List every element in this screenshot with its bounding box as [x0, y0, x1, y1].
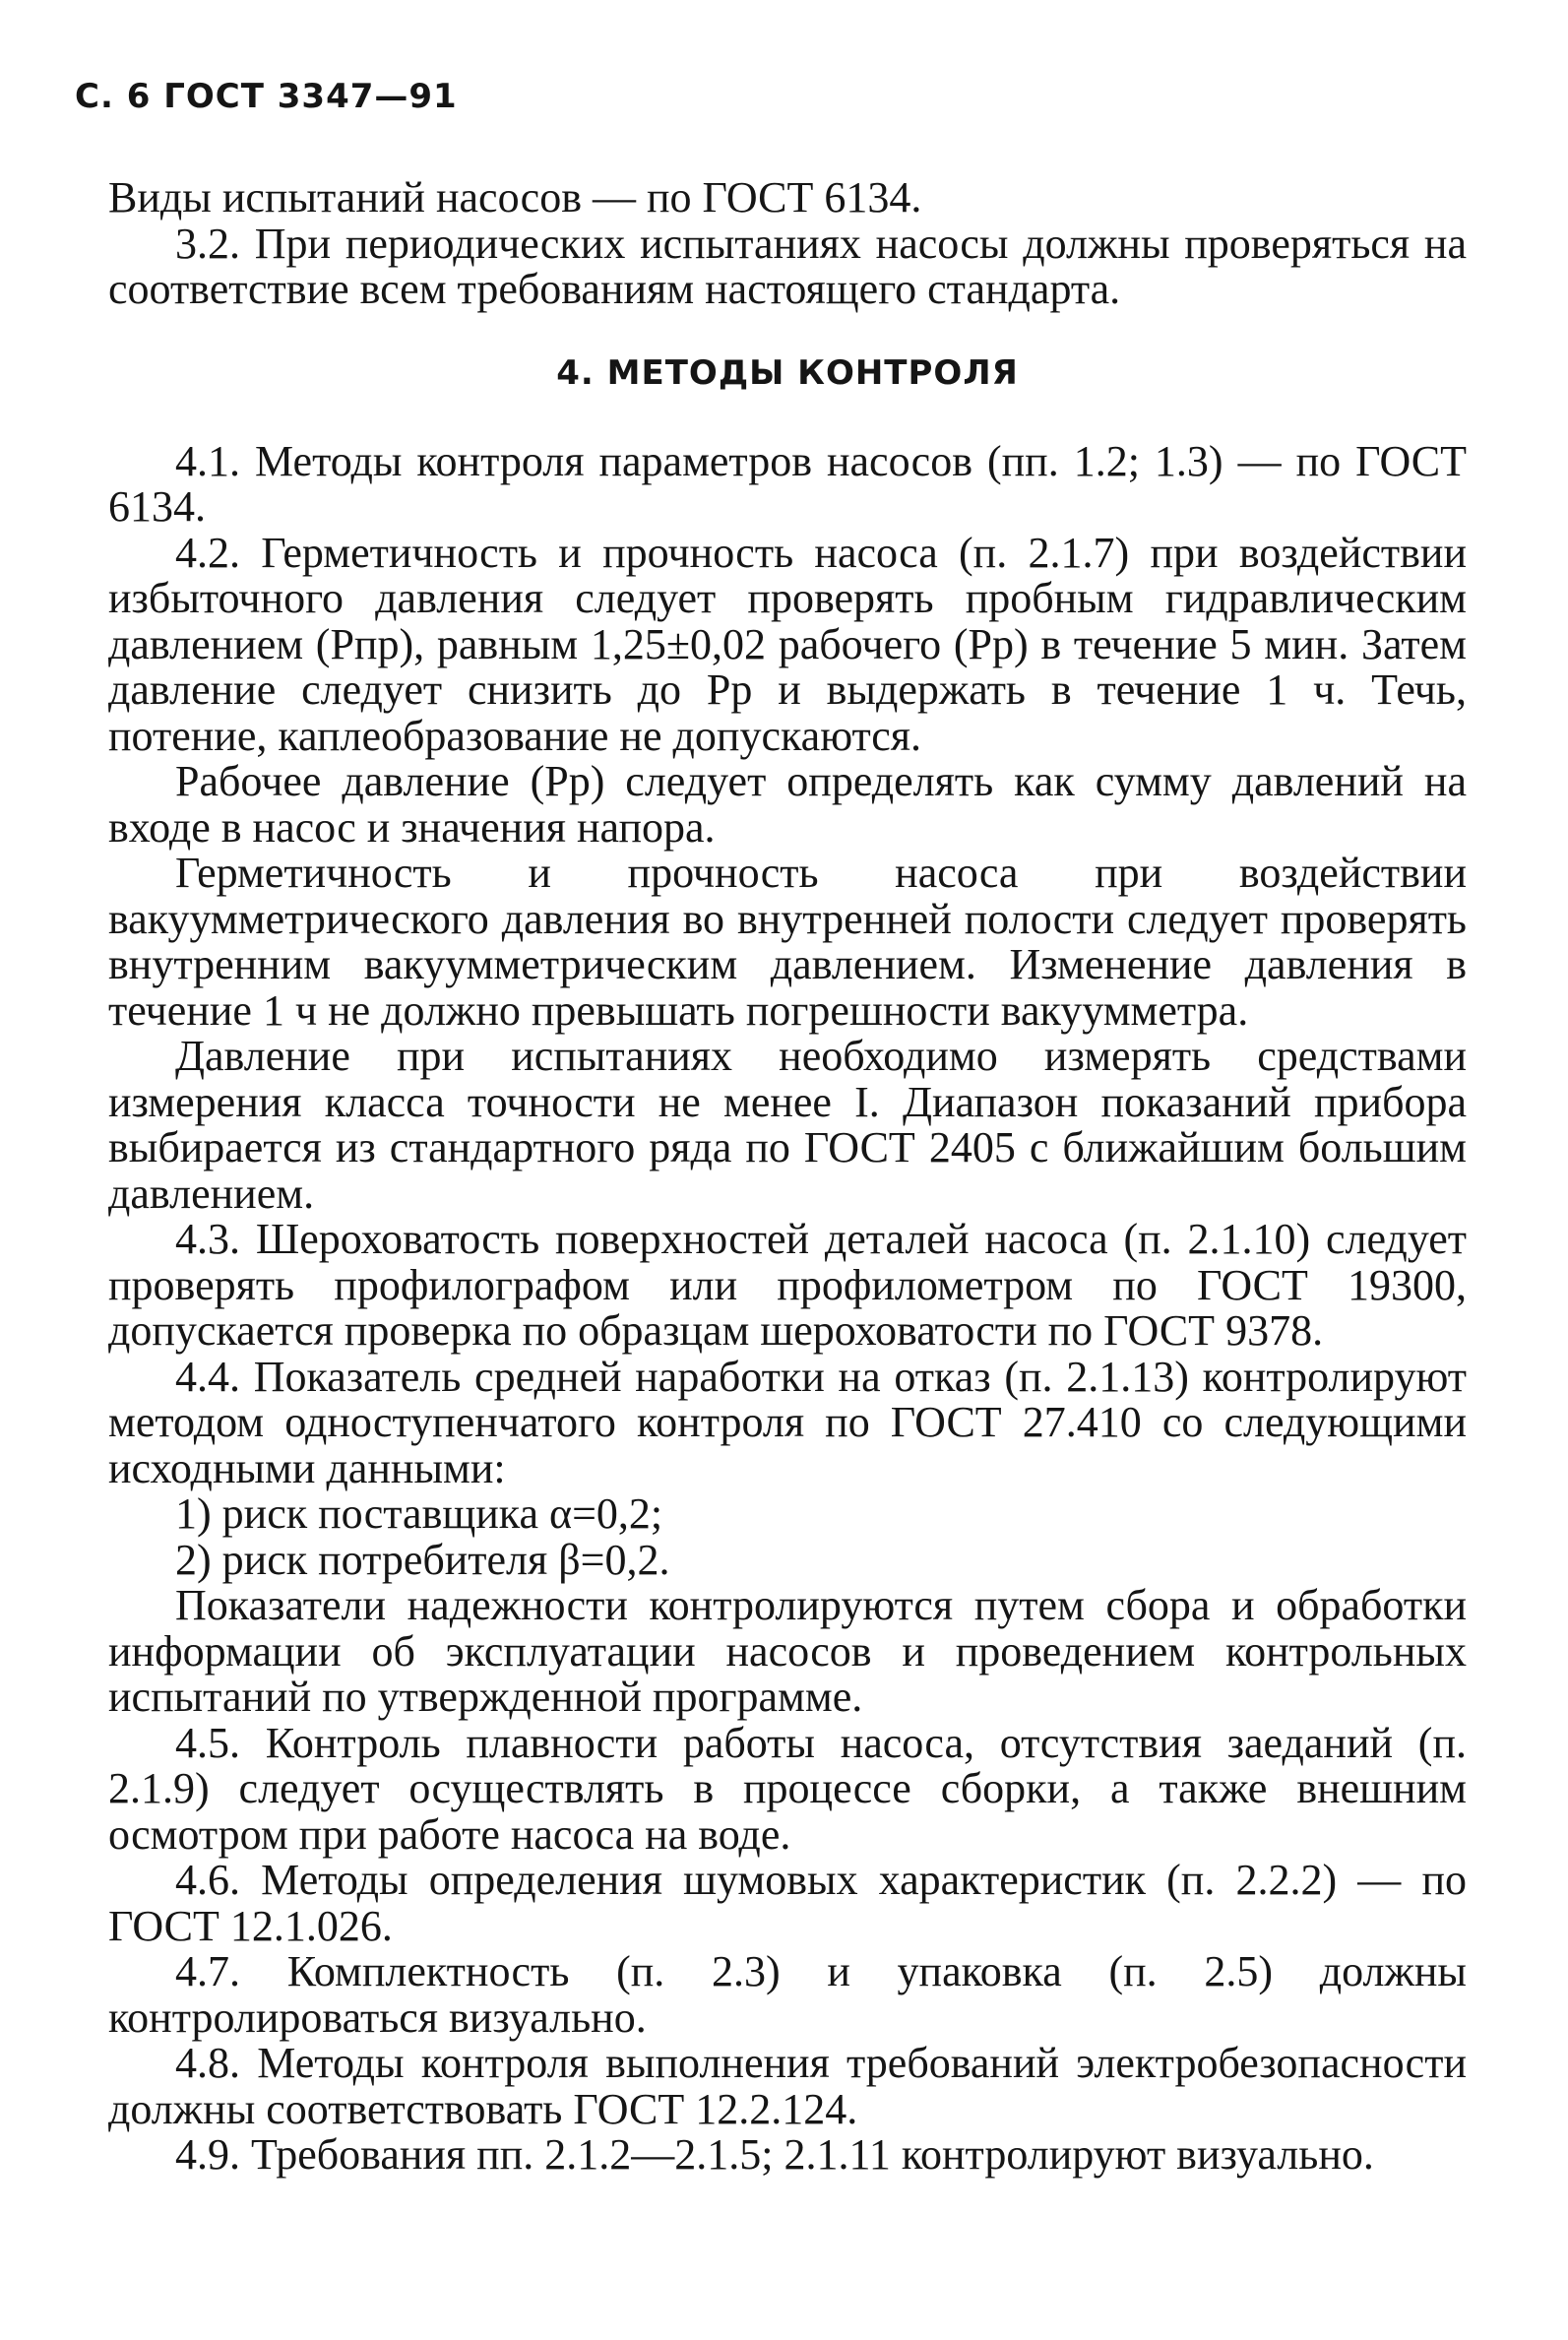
- page-header: С. 6 ГОСТ 3347—91: [75, 77, 458, 116]
- section-title: 4. МЕТОДЫ КОНТРОЛЯ: [556, 352, 1019, 393]
- document-body: [108, 175, 1467, 2179]
- paragraph: Рабочее давление (Pр) следует определять как сумму давлений на входе в насос и значения напора.: [108, 757, 1467, 852]
- paragraph: 4.8. Методы контроля выполнения требований электробезопасности должны соответствовать ГОСТ 12.2.124.: [108, 2039, 1467, 2133]
- paragraph: Виды испытаний насосов — по ГОСТ 6134.: [108, 173, 922, 221]
- paragraph: 4.1. Методы контроля параметров насосов (пп. 1.2; 1.3) — по ГОСТ 6134.: [108, 436, 1467, 531]
- paragraph: 4.9. Требования пп. 2.1.2—2.1.5; 2.1.11 контролируют визуально.: [175, 2130, 1374, 2179]
- paragraph: 4.5. Контроль плавности работы насоса, отсутствия заеданий (п. 2.1.9) следует осуществлять в процессе сборки, а также внешним осмотром при работе насоса на воде.: [108, 1718, 1467, 1859]
- paragraph: 4.4. Показатель средней наработки на отказ (п. 2.1.13) контролируют методом одноступенчатого контроля по ГОСТ 27.410 со следующими исходными данными:: [108, 1352, 1467, 1492]
- list-item: 2) риск потребителя β=0,2.: [175, 1535, 670, 1584]
- list-item: 1) риск поставщика α=0,2;: [175, 1489, 663, 1538]
- paragraph: 4.3. Шероховатость поверхностей деталей насоса (п. 2.1.10) следует проверять профилографом или профилометром по ГОСТ 19300, допускается проверка по образцам шероховатости по ГОСТ 9378.: [108, 1215, 1467, 1355]
- paragraph: Давление при испытаниях необходимо измерять средствами измерения класса точности не менее I. Диапазон показаний прибора выбирается из стандартного ряда по ГОСТ 2405 с ближайшим большим давлением.: [108, 1032, 1467, 1218]
- paragraph: 4.7. Комплектность (п. 2.3) и упаковка (п. 2.5) должны контролироваться визуально.: [108, 1947, 1467, 2042]
- paragraph: 3.2. При периодических испытаниях насосы должны проверяться на соответствие всем требованиям настоящего стандарта.: [108, 219, 1467, 313]
- paragraph: 4.6. Методы определения шумовых характеристик (п. 2.2.2) — по ГОСТ 12.1.026.: [108, 1856, 1467, 1950]
- paragraph: Показатели надежности контролируются путем сбора и обработки информации об эксплуатации насосов и проведением контрольных испытаний по утвержденной программе.: [108, 1581, 1467, 1721]
- paragraph: Герметичность и прочность насоса при воздействии вакуумметрического давления во внутренней полости следует проверять внутренним вакуумметрическим давлением. Изменение давления в течение 1 ч не должно превышать погрешности вакуумметра.: [108, 849, 1467, 1035]
- paragraph: 4.2. Герметичность и прочность насоса (п. 2.1.7) при воздействии избыточного давления следует проверять пробным гидравлическим давлением (Pпр), равным 1,25±0,02 рабочего (Pр) в течение 5 мин. Затем давление следует снизить до Pр и выдержать в течение 1 ч. Течь, потение, каплеобразование не допускаются.: [108, 528, 1467, 760]
